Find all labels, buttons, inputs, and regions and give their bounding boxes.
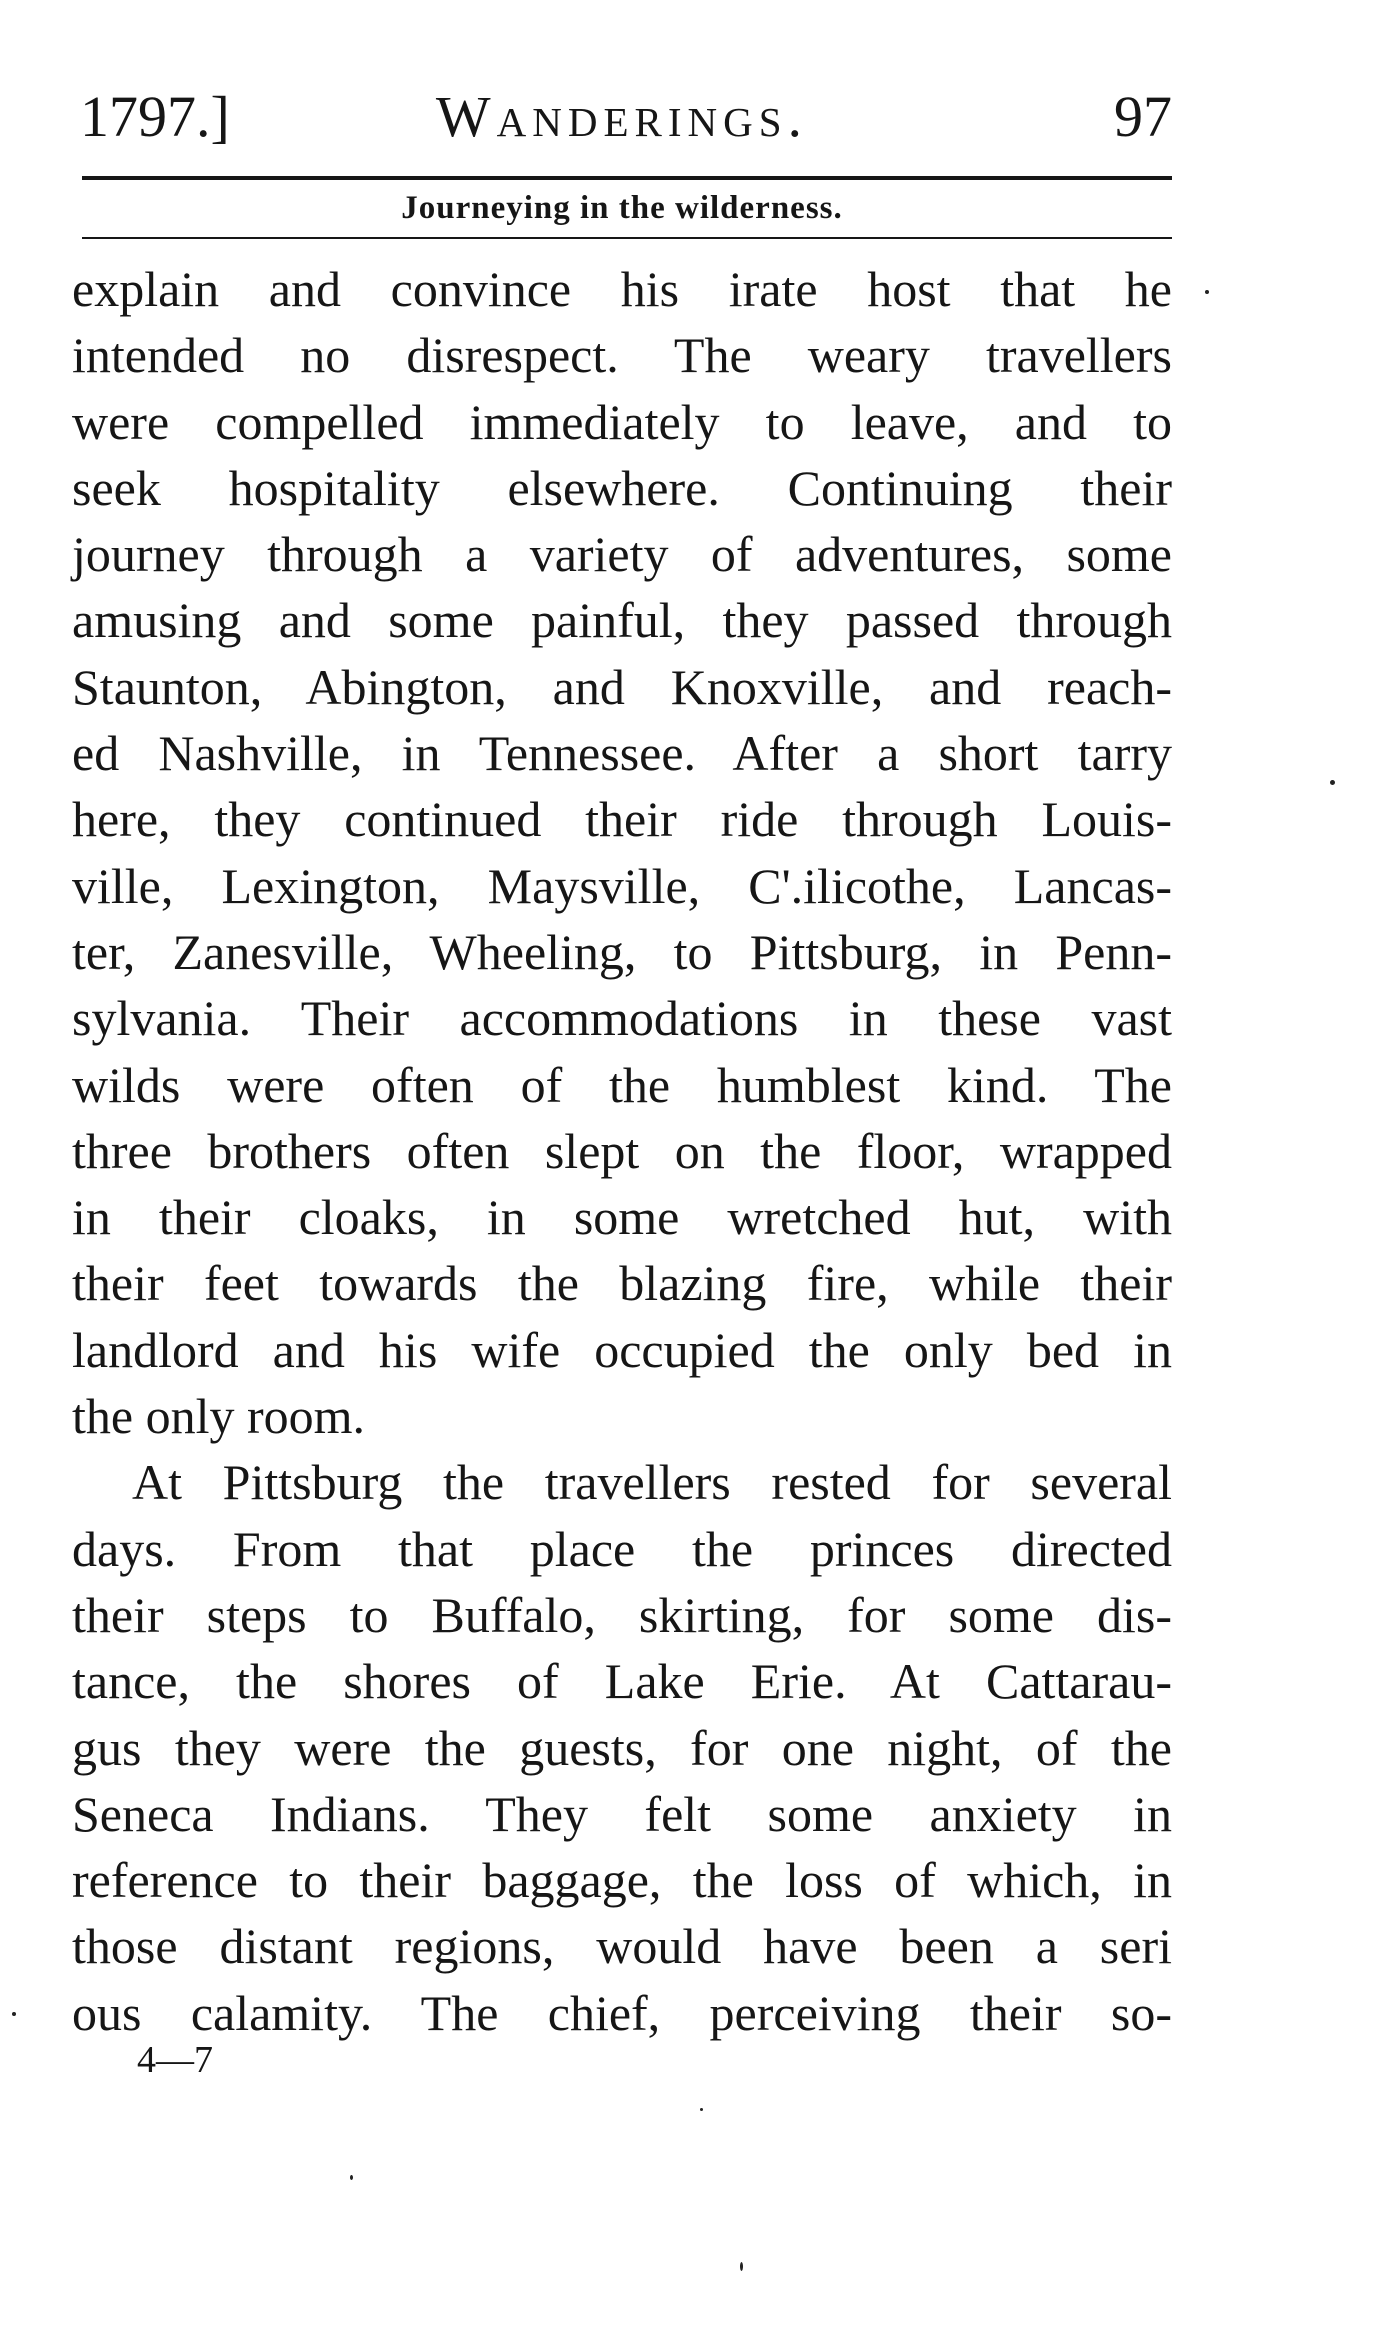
text-line: three brothers often slept on the floor, wrapped — [72, 1122, 1172, 1179]
text-line: landlord and his wife occupied the only bed in — [72, 1321, 1172, 1378]
section-subheading: Journeying in the wilderness. — [401, 190, 843, 226]
text-line: here, they continued their ride through Louis- — [72, 791, 1172, 848]
text-line: explain and convince his irate host that he — [72, 261, 1172, 317]
text-line: ed Nashville, in Tennessee. After a short tarry — [72, 725, 1172, 782]
signature-mark: 4—7 — [137, 2039, 213, 2081]
ink-speck — [1330, 780, 1335, 785]
text-line: intended no disrespect. The weary travellers — [72, 327, 1172, 384]
ink-speck — [12, 2012, 16, 2016]
ink-speck — [1205, 290, 1209, 294]
paragraph-2 — [72, 1449, 1172, 2046]
running-header — [72, 82, 1172, 152]
text-line: gus they were the guests, for one night, of the — [72, 1719, 1172, 1776]
text-line: their feet towards the blazing fire, while their — [72, 1255, 1172, 1312]
text-line: wilds were often of the humblest kind. The — [72, 1056, 1172, 1113]
ink-speck — [700, 2108, 703, 2111]
text-line: sylvania. Their accommodations in these vast — [72, 990, 1172, 1047]
text-line: amusing and some painful, they passed through — [72, 592, 1172, 649]
text-line: Seneca Indians. They felt some anxiety in — [72, 1785, 1172, 1842]
header-rule-top — [82, 176, 1172, 180]
text-line: ous calamity. The chief, perceiving their so- — [72, 1984, 1172, 2041]
text-line: in their cloaks, in some wretched hut, with — [72, 1189, 1172, 1246]
header-title: Wanderings. — [435, 84, 809, 149]
text-line: ville, Lexington, Maysville, C'.ilicothe, Lancas- — [72, 857, 1172, 914]
text-line: the only room. — [72, 1388, 366, 1445]
text-line: days. From that place the princes directed — [72, 1520, 1172, 1577]
text-line: those distant regions, would have been a seri — [72, 1918, 1172, 1975]
text-line: were compelled immediately to leave, and to — [72, 393, 1172, 450]
text-line: Staunton, Abington, and Knoxville, and reach- — [72, 658, 1172, 715]
header-rule-bottom — [82, 237, 1172, 239]
text-line: tance, the shores of Lake Erie. At Cattarau- — [72, 1653, 1172, 1710]
text-line: journey through a variety of adventures, some — [72, 526, 1172, 583]
header-year: 1797.] — [80, 84, 230, 149]
paragraph-1 — [72, 256, 1172, 1449]
text-line: their steps to Buffalo, skirting, for some dis- — [72, 1586, 1172, 1643]
page-number: 97 — [1114, 84, 1172, 149]
ink-speck — [740, 2262, 743, 2271]
body-text — [72, 256, 1172, 2046]
text-line: At Pittsburg the travellers rested for several — [132, 1454, 1172, 1511]
text-line: seek hospitality elsewhere. Continuing their — [72, 459, 1172, 516]
text-line: ter, Zanesville, Wheeling, to Pittsburg, in Penn- — [72, 923, 1172, 980]
ink-speck — [350, 2175, 353, 2180]
text-line: reference to their baggage, the loss of which, in — [72, 1852, 1172, 1909]
